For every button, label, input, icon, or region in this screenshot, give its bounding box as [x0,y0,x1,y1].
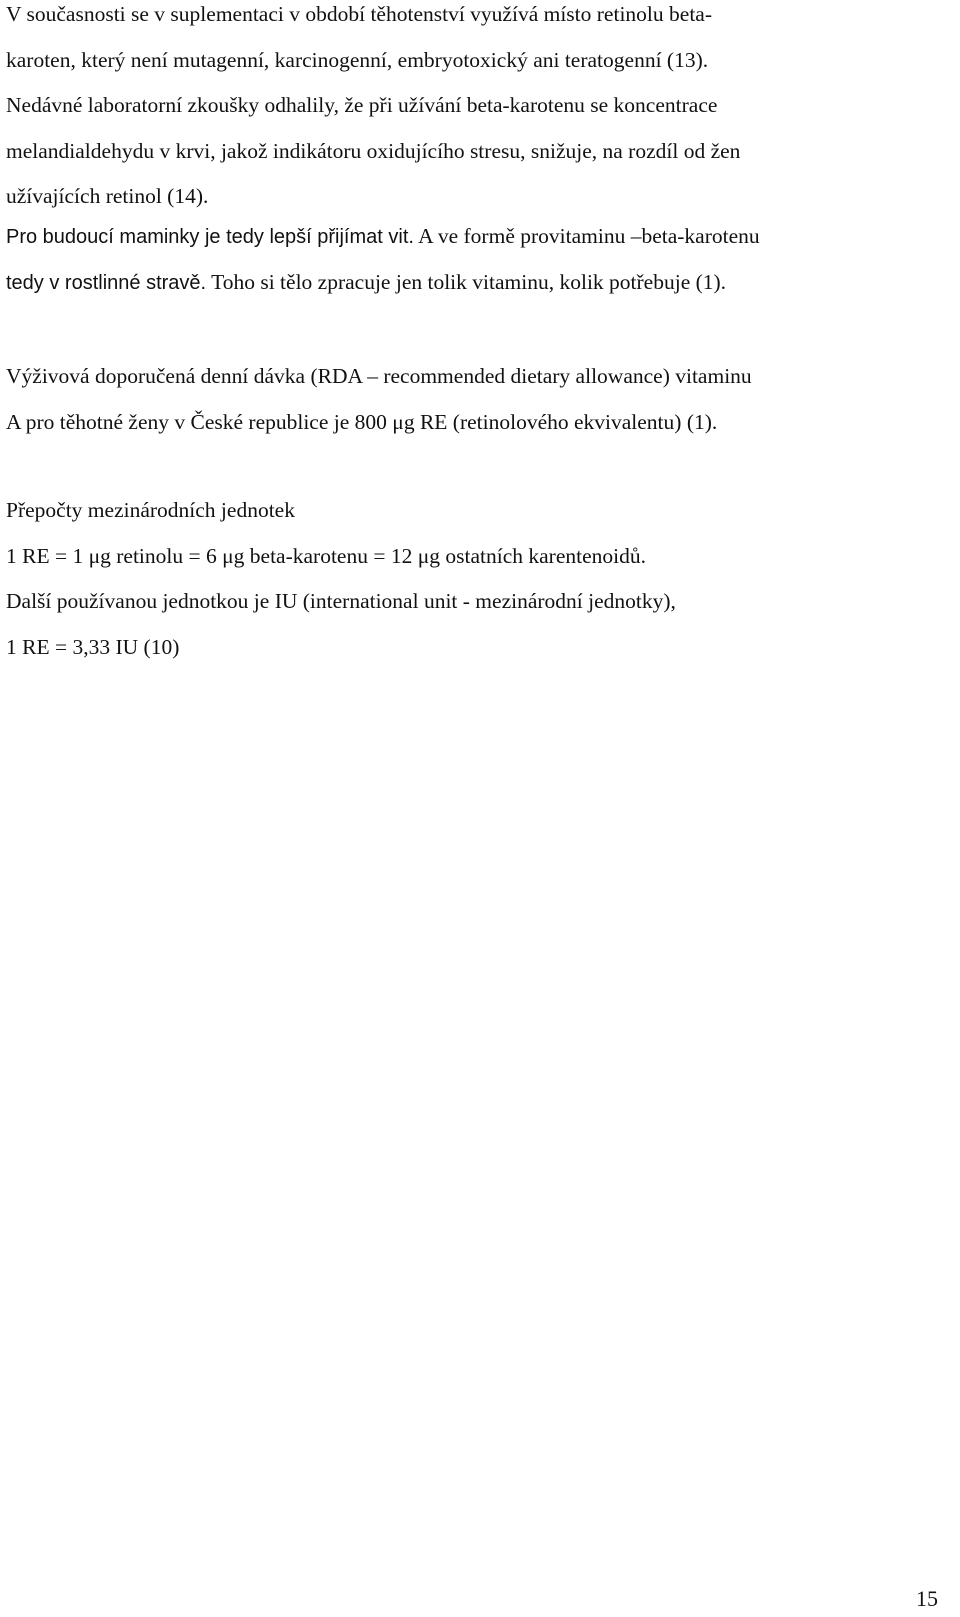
text-line [6,214,951,260]
paragraph-beta-carotene-supplementation [6,0,951,220]
text-line: karoten, který není mutagenní, karcinogenní, embryotoxický ani teratogenní (13). [6,47,709,72]
text-line: Nedávné laboratorní zkoušky odhalily, že při užívání beta-karotenu se koncentrace [6,93,718,118]
text-line: melandialdehydu v krvi, jakož indikátoru oxidujícího stresu, snižuje, na rozdíl od žen [6,138,741,163]
text-line: 1 RE = 3,33 IU (10) [6,634,180,659]
text-line: Další používanou jednotkou je IU (international unit - mezinárodní jednotky), [6,589,676,614]
text-line: V současnosti se v suplementaci v období těhotenství využívá místo retinolu beta- [6,2,712,26]
text-segment: A ve formě provitaminu –beta-karotenu [413,224,760,248]
text-line [6,260,951,306]
text-line: A pro těhotné ženy v České republice je 800 μg RE (retinolového ekvivalentu) (1). [6,409,718,434]
text-segment: tedy v rostlinné stravě. [6,271,207,294]
text-segment: Pro budoucí maminky je tedy lepší přijímat vit. [6,226,414,248]
text-segment: Toho si tělo zpracuje jen tolik vitaminu, kolik potřebuje (1). [206,269,727,294]
text-line: užívajících retinol (14). [6,184,209,209]
text-line: Výživová doporučená denní dávka (RDA – recommended dietary allowance) vitaminu [6,364,752,388]
page-number: 15 [916,1586,938,1611]
paragraph-expectant-mothers [6,214,951,305]
paragraph-unit-conversions [6,488,951,670]
paragraph-rda [6,354,951,445]
section-heading: Přepočty mezinárodních jednotek [6,498,295,522]
text-line: 1 RE = 1 μg retinolu = 6 μg beta-karotenu = 12 μg ostatních karentenoidů. [6,543,646,568]
